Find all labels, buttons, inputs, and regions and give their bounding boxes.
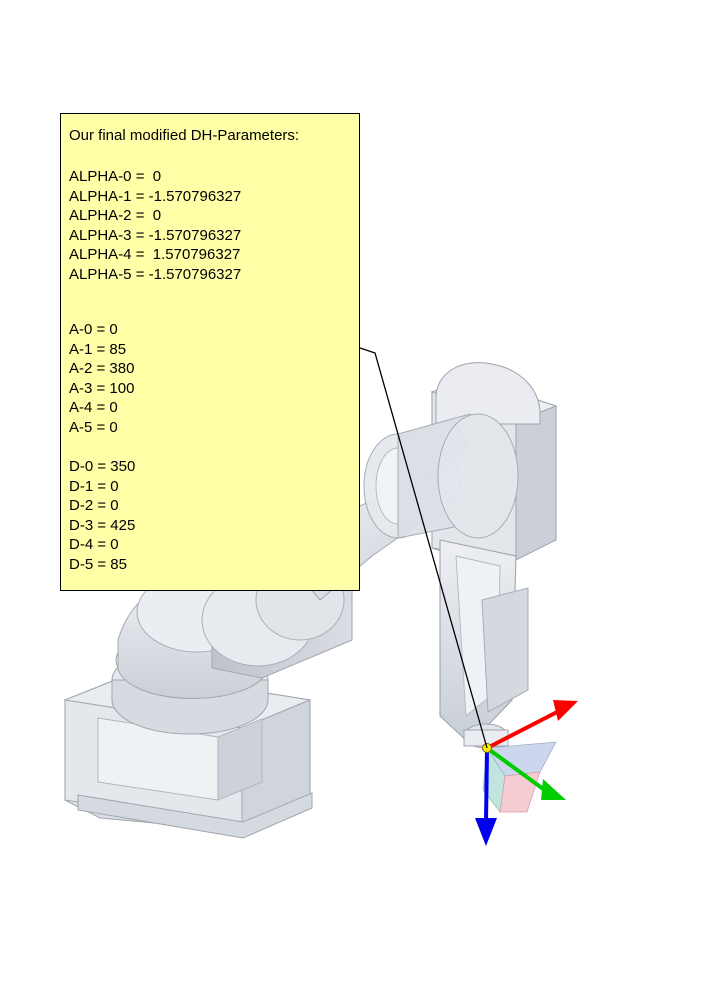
a-1-line: A-1 = 85 — [69, 340, 127, 358]
a-4-line: A-4 = 0 — [69, 399, 118, 416]
d-0-line: D-0 = 350 — [69, 458, 136, 475]
callout-title: Our final modified DH-Parameters: — [69, 127, 300, 144]
a-0-line: A-0 = 0 — [69, 321, 118, 338]
alpha-parameter-group — [69, 167, 359, 284]
a-2-line: A-2 = 380 — [69, 360, 135, 377]
plane-xz — [500, 772, 540, 812]
dh-parameters-callout — [60, 113, 360, 591]
d-5-line: D-5 = 85 — [69, 555, 127, 573]
a-5-line: A-5 = 0 — [69, 418, 118, 436]
d-3-line: D-3 = 425 — [69, 516, 136, 534]
robot-shoulder-right — [364, 414, 518, 538]
alpha-0-line: ALPHA-0 = 0 — [69, 168, 162, 185]
d-4-line: D-4 = 0 — [69, 536, 119, 553]
a-3-line: A-3 = 100 — [69, 379, 135, 397]
a-parameter-group — [69, 320, 359, 437]
alpha-2-line: ALPHA-2 = 0 — [69, 207, 162, 224]
d-parameter-group — [69, 457, 359, 574]
robot-pose-right — [364, 363, 556, 748]
robot-lower-arm-right — [440, 540, 528, 748]
alpha-5-line: ALPHA-5 = -1.570796327 — [69, 265, 242, 283]
alpha-3-line: ALPHA-3 = -1.570796327 — [69, 226, 242, 244]
alpha-1-line: ALPHA-1 = -1.570796327 — [69, 187, 242, 205]
group-spacer-1 — [69, 284, 359, 306]
d-1-line: D-1 = 0 — [69, 477, 119, 495]
d-2-line: D-2 = 0 — [69, 497, 119, 514]
alpha-4-line: ALPHA-4 = 1.570796327 — [69, 246, 241, 263]
